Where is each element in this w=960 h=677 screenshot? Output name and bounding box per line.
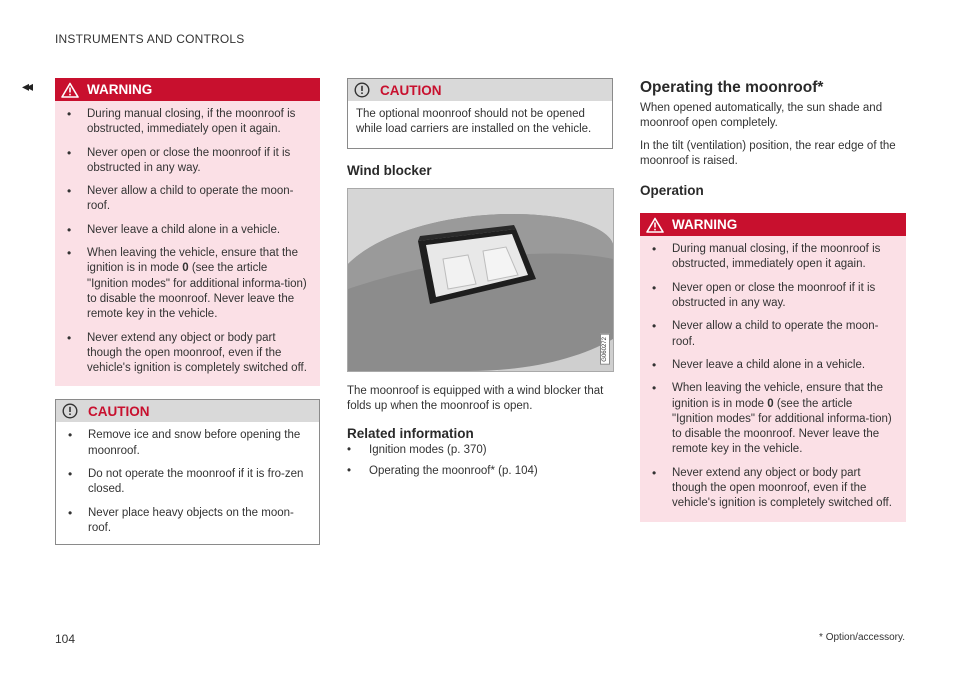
warning-icon xyxy=(646,217,664,233)
list-item xyxy=(648,381,896,457)
warning-title: WARNING xyxy=(87,82,153,97)
moonroof-illustration xyxy=(347,188,614,372)
related-information-heading: Related information xyxy=(347,426,474,442)
caution-box xyxy=(55,399,320,545)
caution-icon xyxy=(354,82,372,98)
warning-box xyxy=(55,78,320,386)
ignition-mode-value: 0 xyxy=(182,262,189,275)
warning-box xyxy=(640,213,906,521)
footnote: * Option/accessory. xyxy=(819,632,905,643)
warning-icon xyxy=(61,82,79,98)
warning-list xyxy=(640,236,906,511)
section-header: INSTRUMENTS AND CONTROLS xyxy=(55,32,245,46)
moonroof-drawing xyxy=(348,189,613,371)
list-item: • Never open or close the moonroof if it is obstructed in any way. xyxy=(63,146,310,177)
list-item: • Never extend any object or body part though the open moonroof, even if the vehicle's ignition is completely switched off. xyxy=(648,466,896,512)
item-text: (see the article "Ignition modes" for additional informa-tion) to disable the moonroof. Never leave the remote key in the vehicle. xyxy=(87,262,307,321)
warning-header xyxy=(55,78,320,101)
list-item: • Never leave a child alone in a vehicle. xyxy=(648,358,896,373)
caution-header xyxy=(348,79,612,101)
caution-header xyxy=(56,400,319,422)
caution-box xyxy=(347,78,613,149)
related-links xyxy=(347,443,613,480)
list-item: • Never extend any object or body part though the open moonroof, even if the vehicle's ignition is completely switched off. xyxy=(63,331,310,377)
caution-title: CAUTION xyxy=(88,403,150,419)
column-3 xyxy=(640,78,906,522)
caution-icon xyxy=(62,403,80,419)
caution-text: The optional moonroof should not be opened while load carriers are installed on the vehicle. xyxy=(356,108,592,136)
item-text: (see the article "Ignition modes" for additional informa-tion) to disable the moonroof. Never leave the remote key in the vehicle. xyxy=(672,397,892,456)
section-heading: Operating the moonroof* xyxy=(640,79,824,96)
paragraph: When opened automatically, the sun shade and moonroof open completely. xyxy=(640,102,883,130)
warning-list xyxy=(55,101,320,376)
list-item: • Never open or close the moonroof if it is obstructed in any way. xyxy=(648,281,896,312)
ignition-mode-value: 0 xyxy=(767,397,774,410)
list-item xyxy=(63,246,310,322)
column-2 xyxy=(347,78,613,486)
item-text: When leaving the vehicle, ensure that the ignition is in mode xyxy=(87,247,298,275)
warning-header xyxy=(640,213,906,236)
caution-list xyxy=(56,422,319,536)
list-item: • During manual closing, if the moonroof is obstructed, immediately open it again. xyxy=(648,242,896,273)
paragraph: In the tilt (ventilation) position, the rear edge of the moonroof is raised. xyxy=(640,139,896,167)
item-text: When leaving the vehicle, ensure that the ignition is in mode xyxy=(672,382,883,410)
operation-heading: Operation xyxy=(640,183,704,199)
warning-title: WARNING xyxy=(672,217,738,233)
figure-caption: The moonroof is equipped with a wind blocker that folds up when the moonroof is open. xyxy=(347,384,604,412)
list-item: • During manual closing, if the moonroof is obstructed, immediately open it again. xyxy=(63,107,310,138)
related-link-ignition-modes[interactable]: • Ignition modes (p. 370) xyxy=(347,443,613,458)
list-item: • Remove ice and snow before opening the moonroof. xyxy=(64,428,309,459)
caution-title: CAUTION xyxy=(380,82,442,98)
previous-page-marker[interactable]: ◂◂ xyxy=(22,78,31,94)
list-item: • Never allow a child to operate the moon-roof. xyxy=(63,184,310,215)
wind-blocker-heading: Wind blocker xyxy=(347,162,432,178)
page-number: 104 xyxy=(55,632,76,646)
list-item: • Do not operate the moonroof if it is fro-zen closed. xyxy=(64,467,309,498)
list-item: • Never leave a child alone in a vehicle. xyxy=(63,223,310,238)
column-1 xyxy=(55,78,320,545)
list-item: • Never place heavy objects on the moon-roof. xyxy=(64,506,309,537)
figure-code: G060272 xyxy=(600,334,610,365)
related-link-operating-moonroof[interactable]: • Operating the moonroof* (p. 104) xyxy=(347,464,613,479)
list-item: • Never allow a child to operate the moon-roof. xyxy=(648,319,896,350)
